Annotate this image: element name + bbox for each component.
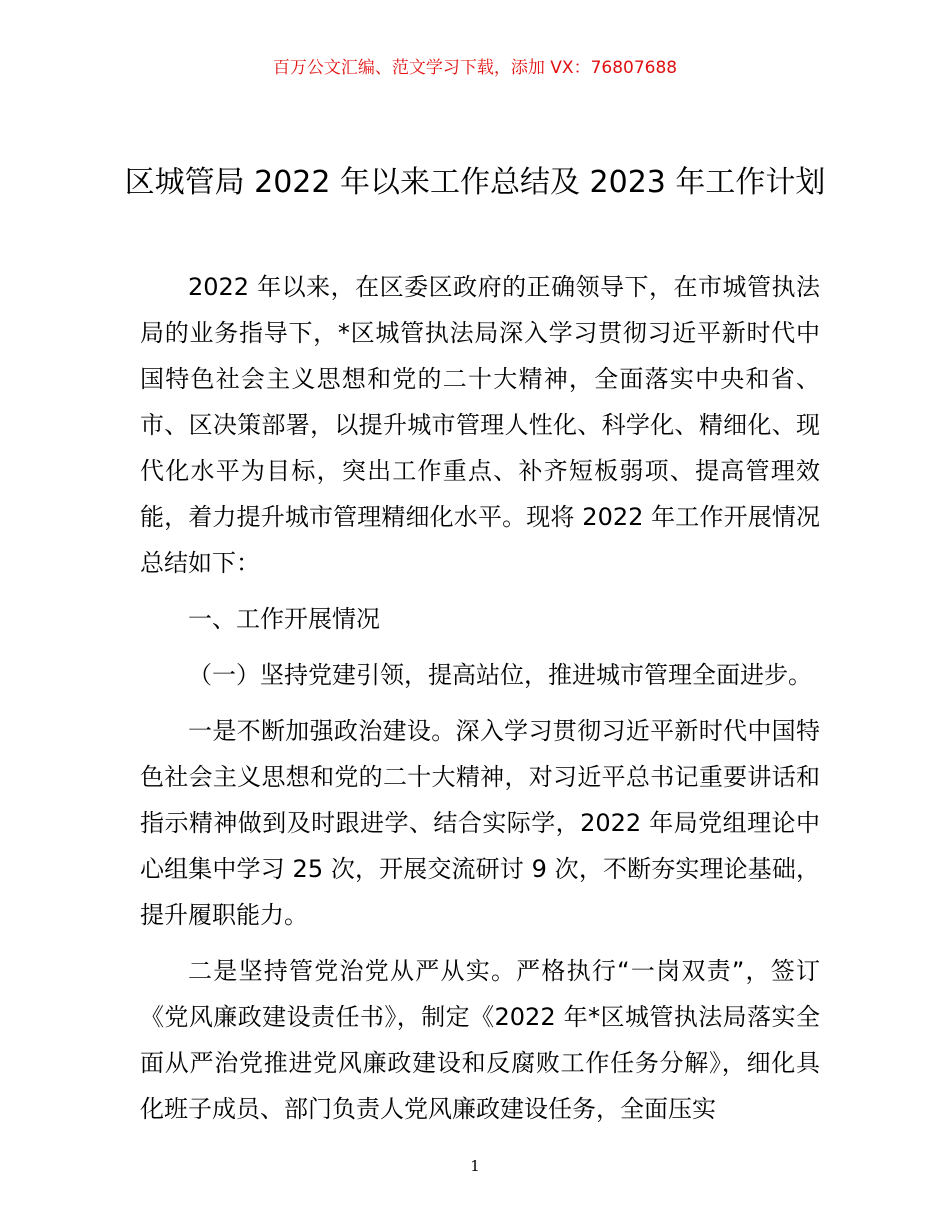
page-number: 1	[470, 1157, 480, 1175]
document-body	[140, 264, 820, 1132]
paragraph-party-discipline: 二是坚持管党治党从严从实。严格执行“一岗双责”，签订《党风廉政建设责任书》，制定《2022 年*区城管执法局落实全面从严治党推进党风廉政建设和反腐败工作任务分解》，细化具化班子成员、部门负责人党风廉政建设任务，全面压实	[140, 957, 820, 1123]
document-title: 区城管局 2022 年以来工作总结及 2023 年工作计划	[124, 165, 826, 200]
intro-paragraph: 2022 年以来，在区委区政府的正确领导下，在市城管执法局的业务指导下，*区城管执法局深入学习贯彻习近平新时代中国特色社会主义思想和党的二十大精神，全面落实中央和省、市、区决策部署，以提升城市管理人性化、科学化、精细化、现代化水平为目标，突出工作重点、补齐短板弱项、提高管理效能，着力提升城市管理精细化水平。现将 2022 年工作开展情况总结如下：	[140, 273, 820, 577]
header-watermark-note: 百万公文汇编、范文学习下载，添加 VX：76807688	[272, 58, 678, 78]
section-heading: 一、工作开展情况	[188, 605, 380, 633]
paragraph-political-building: 一是不断加强政治建设。深入学习贯彻习近平新时代中国特色社会主义思想和党的二十大精神，对习近平总书记重要讲话和指示精神做到及时跟进学、结合实际学，2022 年局党组理论中心组集中学习 25 次，开展交流研讨 9 次，不断夯实理论基础，提升履职能力。	[140, 717, 820, 929]
subsection-heading: （一）坚持党建引领，提高站位，推进城市管理全面进步。	[188, 661, 812, 689]
